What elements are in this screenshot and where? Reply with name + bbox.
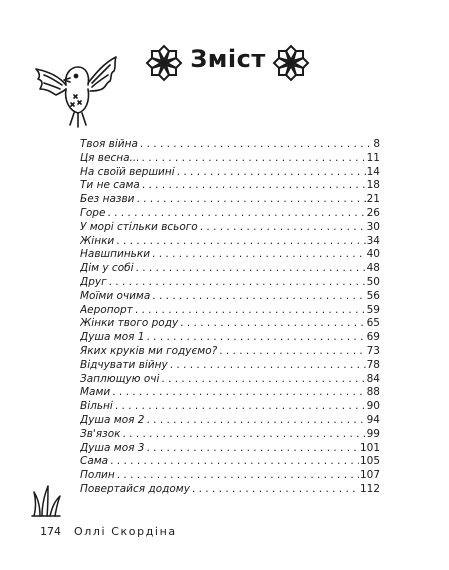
star-ornament-icon xyxy=(272,44,310,82)
toc-entry-title: Навшпиньки xyxy=(80,248,151,261)
toc-entry-page: 69 xyxy=(366,331,380,344)
toc-entry-page: 8 xyxy=(373,138,380,150)
toc-entry xyxy=(80,455,380,469)
bird-icon xyxy=(30,45,122,133)
toc-entry xyxy=(80,235,380,249)
toc-entry-page: 90 xyxy=(366,400,380,413)
toc-entry xyxy=(80,428,380,442)
toc-leader-dots xyxy=(135,304,366,318)
toc-leader-dots xyxy=(161,373,365,387)
toc-entry-title: На своїй вершині xyxy=(80,165,175,178)
toc-entry-page: 48 xyxy=(366,262,380,275)
toc-entry xyxy=(80,442,380,456)
toc-entry-title: Без назви xyxy=(80,193,135,206)
toc-entry-title: Аеропорт xyxy=(80,303,133,316)
toc-leader-dots xyxy=(107,207,365,221)
toc-entry xyxy=(80,221,380,235)
toc-entry-page: 73 xyxy=(366,344,380,357)
toc-entry-title: Яких круків ми годуємо? xyxy=(80,344,218,357)
toc-entry-title: Заплющую очі xyxy=(80,372,160,385)
toc-leader-dots xyxy=(142,152,366,166)
toc-entry-title: Горе xyxy=(80,206,106,219)
toc-entry xyxy=(80,262,380,276)
toc-leader-dots xyxy=(152,248,366,262)
toc-entry-page: 11 xyxy=(366,151,380,164)
toc-leader-dots xyxy=(117,469,359,483)
toc-leader-dots xyxy=(142,179,366,193)
toc-entry-page: 21 xyxy=(366,193,380,206)
toc-entry-page: 18 xyxy=(366,179,380,192)
toc-entry-page: 88 xyxy=(366,386,380,399)
toc-leader-dots xyxy=(112,386,365,400)
grass-icon xyxy=(30,482,62,518)
toc-entry-page: 105 xyxy=(359,455,380,468)
toc-entry-title: Відчувати війну xyxy=(80,358,168,371)
toc-entry-title: Мами xyxy=(80,386,111,399)
toc-entry xyxy=(80,414,380,428)
toc-entry-title: Душа моя 1 xyxy=(80,331,145,344)
toc-entry-title: Повертайся додому xyxy=(80,482,190,495)
toc-leader-dots xyxy=(192,483,359,497)
toc-entry xyxy=(80,386,380,400)
toc-entry xyxy=(80,400,380,414)
toc-entry-page: 65 xyxy=(366,317,380,330)
table-of-contents xyxy=(80,138,380,497)
toc-leader-dots xyxy=(180,317,365,331)
toc-entry-title: Ця весна... xyxy=(80,151,140,164)
toc-leader-dots xyxy=(136,193,365,207)
toc-entry xyxy=(80,207,380,221)
toc-entry-page: 50 xyxy=(366,275,380,288)
toc-entry xyxy=(80,469,380,483)
toc-leader-dots xyxy=(146,442,358,456)
toc-entry-title: Зв'язок xyxy=(80,427,121,440)
toc-entry-title: Моїми очима xyxy=(80,289,151,302)
page-title: Зміст xyxy=(190,45,266,73)
toc-entry xyxy=(80,359,380,373)
toc-leader-dots xyxy=(109,276,366,290)
toc-leader-dots xyxy=(146,414,365,428)
toc-leader-dots xyxy=(200,221,366,235)
toc-entry xyxy=(80,483,380,497)
toc-entry-page: 107 xyxy=(359,469,380,482)
toc-entry xyxy=(80,179,380,193)
toc-entry-page: 112 xyxy=(359,482,380,495)
toc-entry xyxy=(80,276,380,290)
toc-entry-page: 101 xyxy=(359,441,380,454)
toc-entry-title: Душа моя 3 xyxy=(80,441,145,454)
toc-entry-page: 14 xyxy=(366,165,380,178)
toc-entry-page: 26 xyxy=(366,206,380,219)
toc-entry-title: У морі стільки всього xyxy=(80,220,198,233)
toc-entry-title: Жінки xyxy=(80,234,115,247)
star-ornament-icon xyxy=(145,44,183,82)
toc-leader-dots xyxy=(177,166,366,180)
toc-entry xyxy=(80,290,380,304)
toc-entry-page: 99 xyxy=(366,427,380,440)
toc-entry xyxy=(80,248,380,262)
toc-entry xyxy=(80,317,380,331)
toc-leader-dots xyxy=(152,290,365,304)
toc-entry xyxy=(80,152,380,166)
toc-leader-dots xyxy=(219,345,365,359)
toc-leader-dots xyxy=(146,331,365,345)
toc-entry-page: 84 xyxy=(366,372,380,385)
toc-entry-title: Душа моя 2 xyxy=(80,413,145,426)
toc-entry-title: Полин xyxy=(80,469,115,482)
toc-entry xyxy=(80,373,380,387)
toc-entry xyxy=(80,138,380,152)
toc-entry-page: 56 xyxy=(366,289,380,302)
toc-leader-dots xyxy=(122,428,365,442)
toc-entry-page: 59 xyxy=(366,303,380,316)
toc-entry xyxy=(80,331,380,345)
toc-entry-title: Сама xyxy=(80,455,109,468)
toc-leader-dots xyxy=(136,262,366,276)
toc-entry-page: 30 xyxy=(366,220,380,233)
toc-leader-dots xyxy=(140,138,372,152)
toc-leader-dots xyxy=(110,455,359,469)
toc-entry-title: Ти не сама xyxy=(80,179,140,192)
toc-entry-title: Жінки твого роду xyxy=(80,317,179,330)
toc-entry xyxy=(80,166,380,180)
page-number: 174 xyxy=(40,525,61,538)
toc-entry xyxy=(80,304,380,318)
toc-entry-title: Дім у собі xyxy=(80,262,134,275)
toc-entry-page: 34 xyxy=(366,234,380,247)
author-name: Оллі Скордіна xyxy=(74,525,177,538)
toc-entry-page: 94 xyxy=(366,413,380,426)
toc-leader-dots xyxy=(170,359,366,373)
toc-entry-title: Друг xyxy=(80,275,107,288)
toc-entry xyxy=(80,345,380,359)
toc-entry-title: Вільні xyxy=(80,400,113,413)
toc-entry-page: 40 xyxy=(366,248,380,261)
toc-entry-title: Твоя війна xyxy=(80,138,138,150)
toc-leader-dots xyxy=(115,400,366,414)
toc-leader-dots xyxy=(116,235,365,249)
toc-entry xyxy=(80,193,380,207)
toc-entry-page: 78 xyxy=(366,358,380,371)
